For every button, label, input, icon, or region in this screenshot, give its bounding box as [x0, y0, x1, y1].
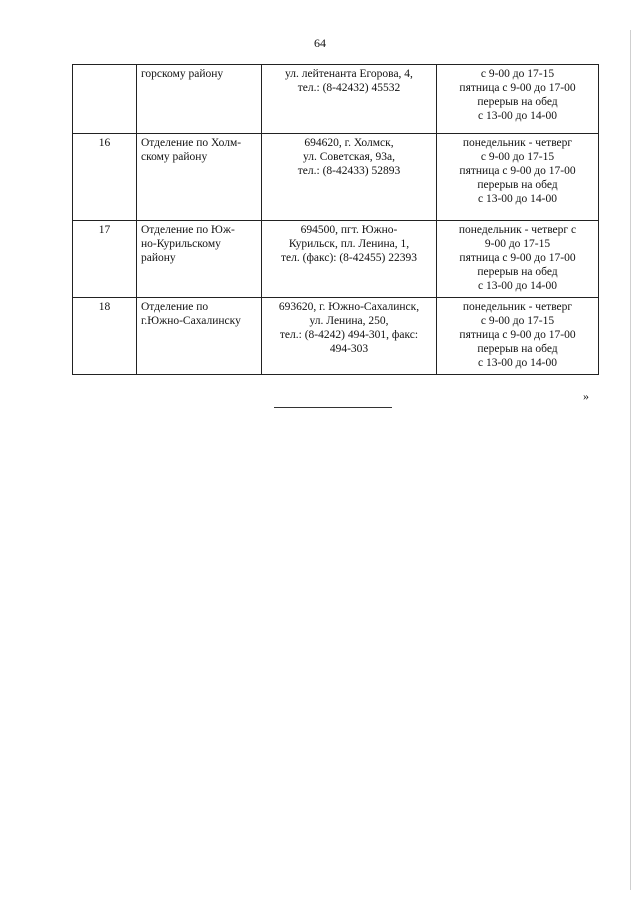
hours-line: пятница с 9-00 до 17-00 [459, 165, 576, 177]
hours-line: перерыв на обед [477, 179, 558, 191]
office-name-line: но-Курильскому [141, 238, 221, 250]
closing-quote: » [583, 389, 589, 403]
office-address [262, 221, 437, 298]
office-hours [437, 221, 599, 298]
hours-line: перерыв на обед [477, 266, 558, 278]
address-line: тел.: (8-42433) 52893 [297, 165, 401, 177]
table-row [73, 298, 599, 375]
table-row [73, 221, 599, 298]
hours-line: с 13-00 до 14-00 [478, 110, 557, 122]
office-name-line: скому району [141, 151, 208, 163]
table-row [73, 134, 599, 221]
table-row [73, 65, 599, 134]
office-address [262, 65, 437, 134]
hours-line: с 9-00 до 17-15 [480, 315, 555, 327]
hours-line: понедельник - четверг [462, 301, 573, 313]
address-line: 694500, пгт. Южно- [300, 224, 398, 236]
office-hours [437, 298, 599, 375]
row-number [73, 65, 137, 134]
office-name-line: Отделение по [141, 301, 209, 313]
address-line: тел.: (8-42432) 45532 [297, 82, 401, 94]
office-name [137, 298, 262, 375]
hours-line: с 13-00 до 14-00 [478, 280, 557, 292]
hours-line: с 13-00 до 14-00 [478, 357, 557, 369]
address-line: тел.: (8-4242) 494-301, факс: [279, 329, 419, 341]
hours-line: пятница с 9-00 до 17-00 [459, 252, 576, 264]
address-line: 494-303 [329, 343, 369, 355]
office-address [262, 298, 437, 375]
address-line: тел. (факс): (8-42455) 22393 [281, 252, 417, 264]
address-line: 693620, г. Южно-Сахалинск, [278, 301, 420, 313]
address-line: ул. лейтенанта Егорова, 4, [285, 68, 413, 80]
office-name-line: Отделение по Холм- [141, 137, 242, 149]
address-line: 694620, г. Холмск, [304, 137, 394, 149]
page-number: 64 [314, 36, 326, 50]
row-number: 17 [73, 221, 137, 298]
hours-line: 9-00 до 17-15 [484, 238, 551, 250]
office-name [137, 134, 262, 221]
row-number: 18 [73, 298, 137, 375]
hours-line: с 13-00 до 14-00 [478, 193, 557, 205]
office-name-line: г.Южно-Сахалинску [141, 315, 241, 327]
hours-line: перерыв на обед [477, 96, 558, 108]
address-line: ул. Ленина, 250, [309, 315, 389, 327]
hours-line: с 9-00 до 17-15 [480, 151, 555, 163]
hours-line: понедельник - четверг с [458, 224, 577, 236]
end-of-section-rule [274, 407, 392, 408]
address-line: ул. Советская, 93а, [303, 151, 395, 163]
office-hours [437, 65, 599, 134]
address-line: Курильск, пл. Ленина, 1, [288, 238, 410, 250]
row-number: 16 [73, 134, 137, 221]
office-name-line: горскому району [141, 68, 224, 80]
hours-line: перерыв на обед [477, 343, 558, 355]
office-name-line: Отделение по Юж- [141, 224, 235, 236]
hours-line: пятница с 9-00 до 17-00 [459, 82, 576, 94]
hours-line: с 9-00 до 17-15 [480, 68, 555, 80]
hours-line: понедельник - четверг [462, 137, 573, 149]
office-schedule-table [72, 64, 599, 375]
office-address [262, 134, 437, 221]
office-name-line: району [141, 252, 176, 264]
office-name [137, 65, 262, 134]
scan-margin-edge [630, 30, 631, 890]
office-name [137, 221, 262, 298]
hours-line: пятница с 9-00 до 17-00 [459, 329, 576, 341]
office-hours [437, 134, 599, 221]
